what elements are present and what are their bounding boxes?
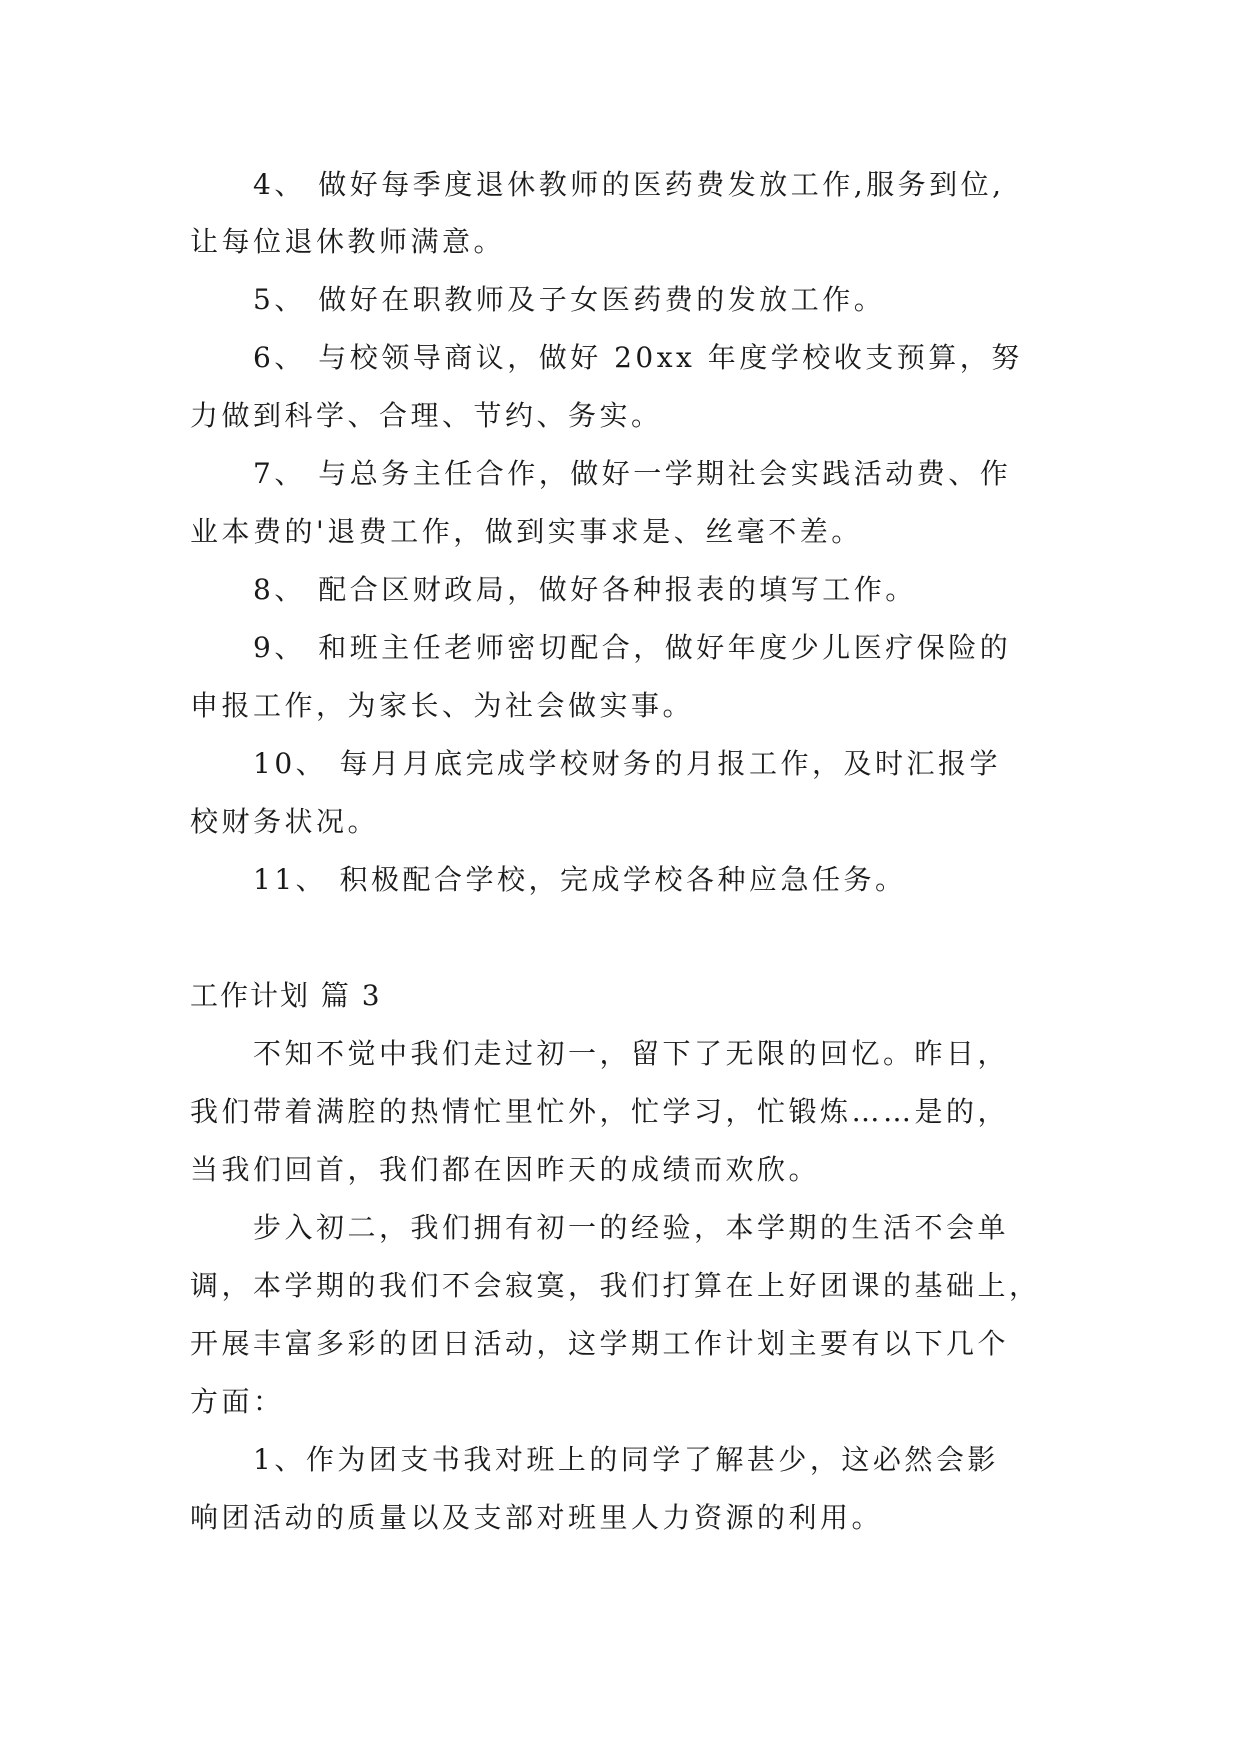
list-item-4-line-2: 让每位退休教师满意。 <box>190 225 506 258</box>
list-item-8: 8、 配合区财政局，做好各种报表的填写工作。 <box>253 573 917 606</box>
paragraph-3-line-1: 1、作为团支书我对班上的同学了解甚少，这必然会影 <box>253 1443 999 1476</box>
list-item-9-line-1: 9、 和班主任老师密切配合，做好年度少儿医疗保险的 <box>253 631 1012 664</box>
paragraph-2-line-2: 调，本学期的我们不会寂寞，我们打算在上好团课的基础上， <box>190 1269 1041 1302</box>
section-heading: 工作计划 篇 3 <box>190 979 382 1012</box>
list-item-11: 11、 积极配合学校，完成学校各种应急任务。 <box>253 863 907 896</box>
list-item-7-line-2: 业本费的'退费工作，做到实事求是、丝毫不差。 <box>190 515 863 548</box>
list-item-10-line-2: 校财务状况。 <box>190 805 380 838</box>
paragraph-2-line-4: 方面： <box>190 1385 285 1418</box>
list-item-5: 5、 做好在职教师及子女医药费的发放工作。 <box>253 283 886 316</box>
list-item-6-line-2: 力做到科学、合理、节约、务实。 <box>190 399 663 432</box>
list-item-4-line-1: 4、 做好每季度退休教师的医药费发放工作,服务到位, <box>253 168 1005 201</box>
paragraph-1-line-3: 当我们回首，我们都在因昨天的成绩而欢欣。 <box>190 1153 821 1186</box>
paragraph-2-line-1: 步入初二，我们拥有初一的经验，本学期的生活不会单 <box>253 1211 1010 1244</box>
list-item-9-line-2: 申报工作，为家长、为社会做实事。 <box>190 689 695 722</box>
list-item-6-line-1: 6、 与校领导商议，做好 20xx 年度学校收支预算，努 <box>253 341 1023 374</box>
list-item-7-line-1: 7、 与总务主任合作，做好一学期社会实践活动费、作 <box>253 457 1012 490</box>
paragraph-1-line-1: 不知不觉中我们走过初一，留下了无限的回忆。昨日， <box>253 1037 1010 1070</box>
list-item-10-line-1: 10、 每月月底完成学校财务的月报工作，及时汇报学 <box>253 747 1002 780</box>
paragraph-2-line-3: 开展丰富多彩的团日活动，这学期工作计划主要有以下几个 <box>190 1327 1010 1360</box>
paragraph-3-line-2: 响团活动的质量以及支部对班里人力资源的利用。 <box>190 1501 884 1534</box>
paragraph-1-line-2: 我们带着满腔的热情忙里忙外，忙学习，忙锻炼……是的， <box>190 1095 1010 1128</box>
